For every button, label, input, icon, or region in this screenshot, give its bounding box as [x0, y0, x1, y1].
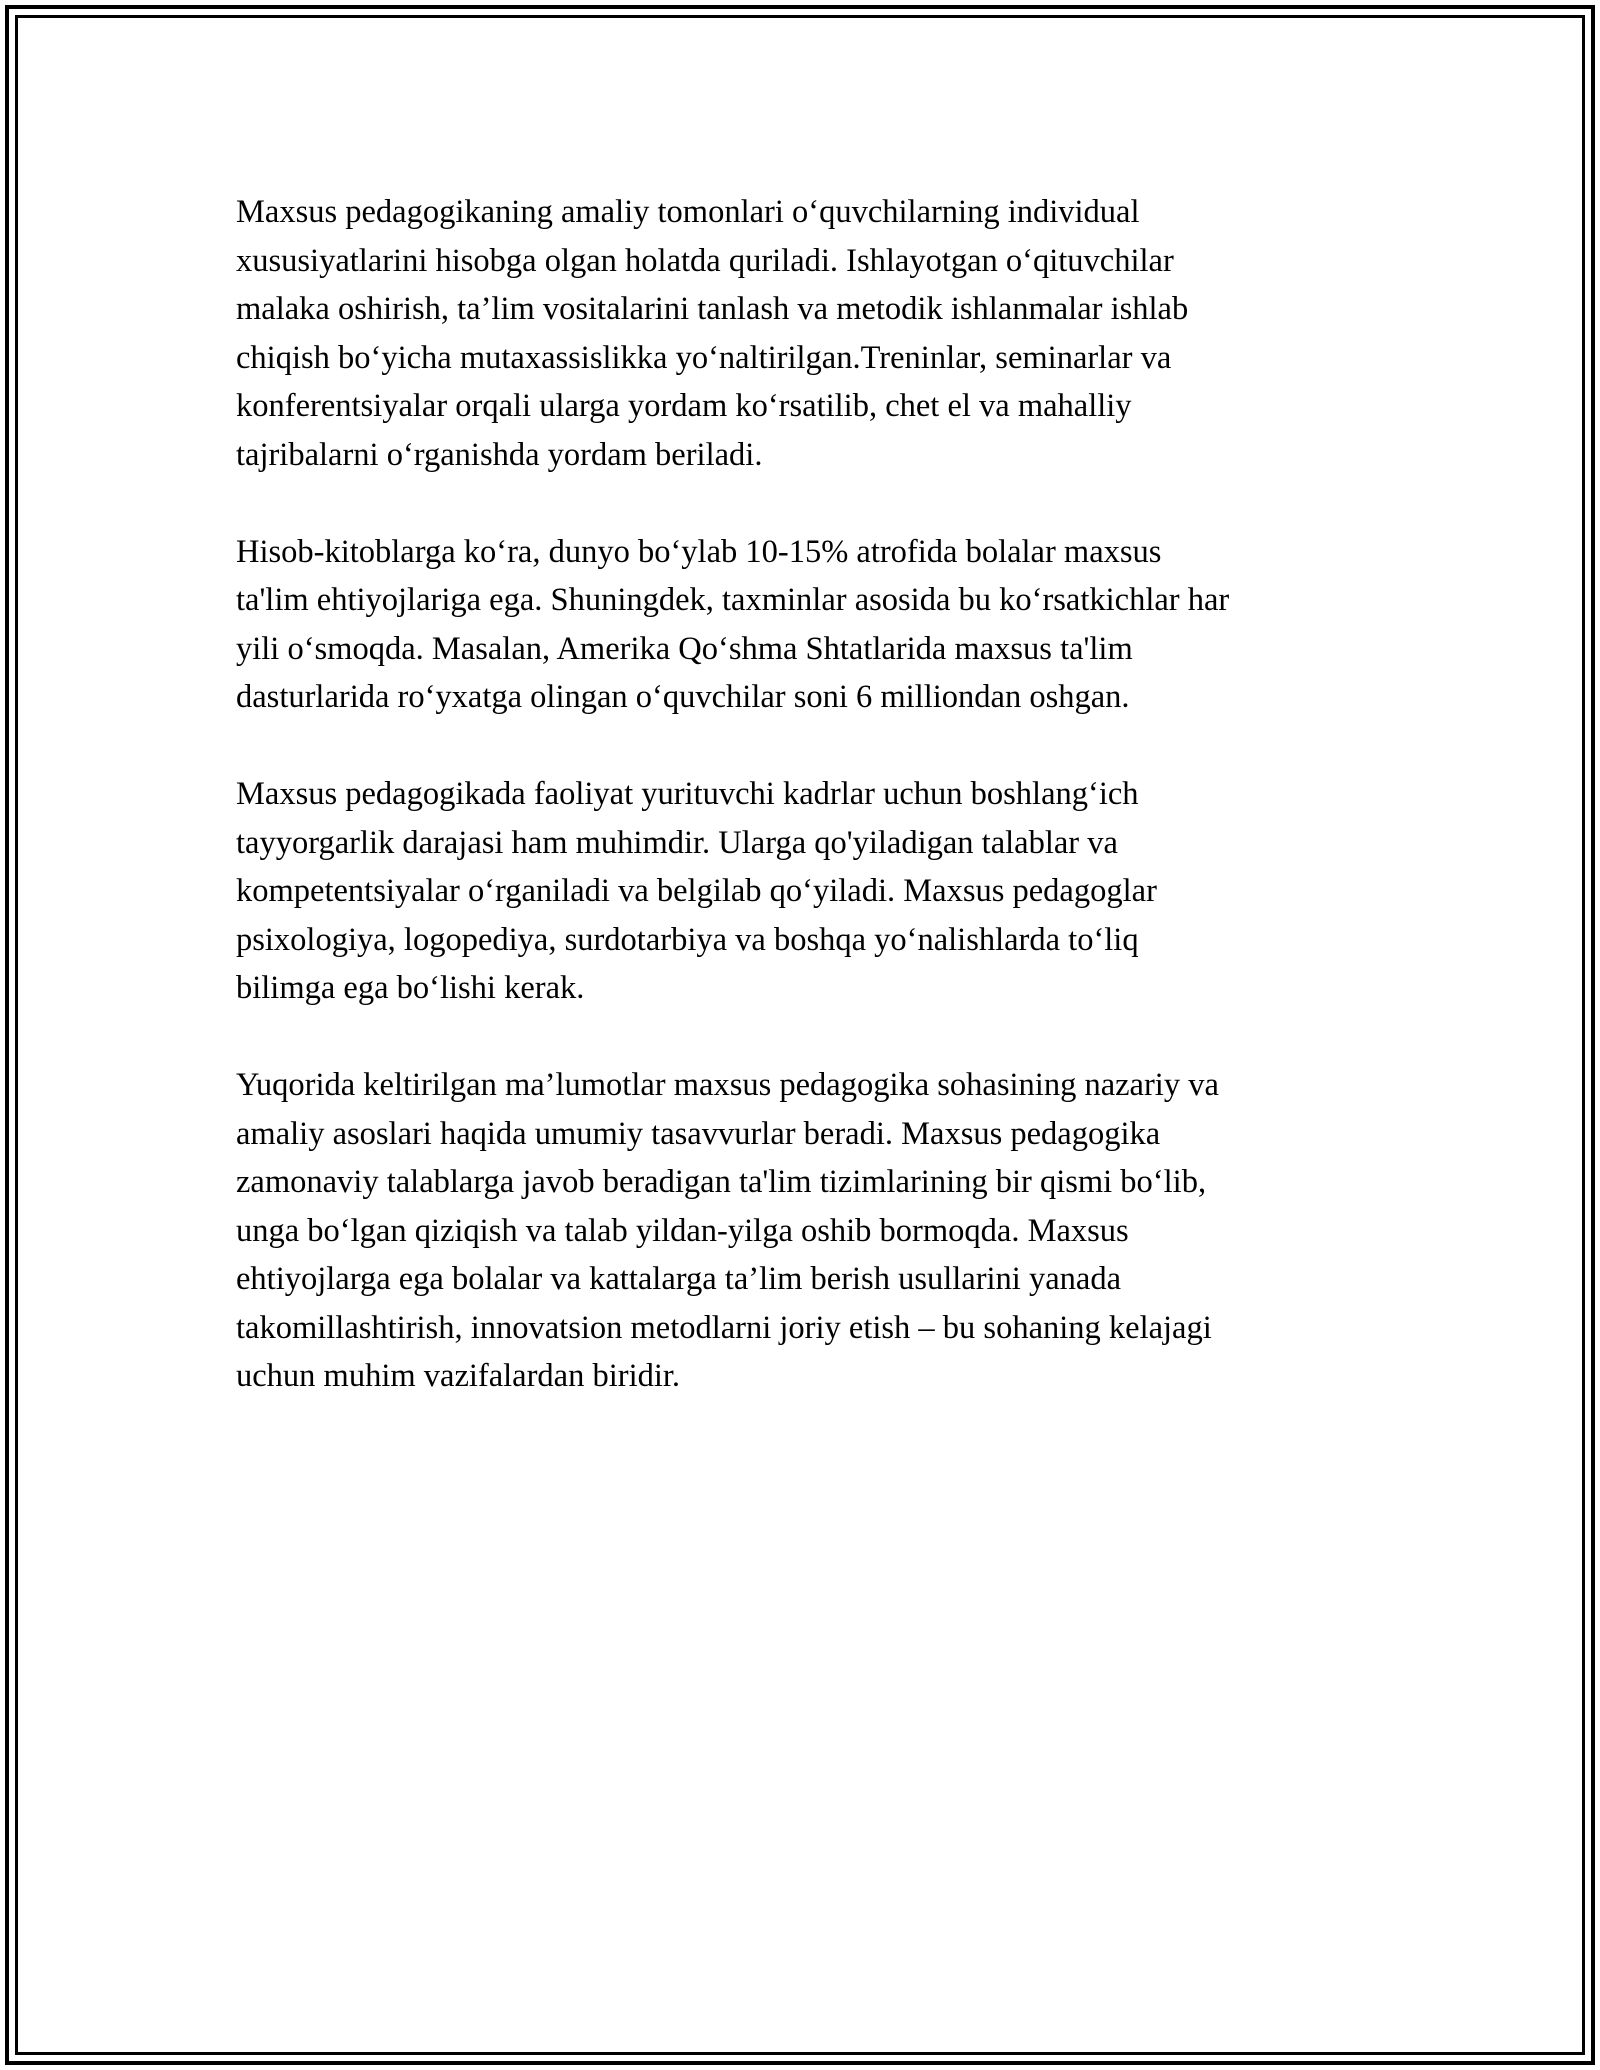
- document-body: [236, 188, 1386, 1401]
- paragraph-statistics: Hisob-kitoblarga ko‘ra, dunyo bo‘ylab 10-15% atrofida bolalar maxsus ta'lim ehtiyojlariga ega. Shuningdek, taxminlar asosida bu ko‘rsatkichlar har yili o‘smoqda. Masalan, Amerika Qo‘shma Shtatlarida maxsus ta'lim dasturlarida ro‘yxatga olingan o‘quvchilar soni 6 milliondan oshgan.: [236, 533, 1230, 715]
- paragraph-conclusion: Yuqorida keltirilgan ma’lumotlar maxsus pedagogika sohasining nazariy va amaliy asoslari haqida umumiy tasavvurlar beradi. Maxsus pedagogika zamonaviy talablarga javob beradigan ta'lim tizimlarining bir qismi bo‘lib, unga bo‘lgan qiziqish va talab yildan-yilga oshib bormoqda. Maxsus ehtiyojlarga ega bolalar va kattalarga ta’lim berish usullarini yanada takomillashtirish, innovatsion metodlarni joriy etish – bu sohaning kelajagi uchun muhim vazifalardan biridir.: [236, 1067, 1219, 1394]
- paragraph-staff-training: Maxsus pedagogikada faoliyat yurituvchi kadrlar uchun boshlang‘ich tayyorgarlik darajasi ham muhimdir. Ularga qo'yiladigan talablar va kompetentsiyalar o‘rganiladi va belgilab qo‘yiladi. Maxsus pedagoglar psixologiya, logopediya, surdotarbiya va boshqa yo‘nalishlarda to‘liq bilimga ega bo‘lishi kerak.: [236, 776, 1157, 1006]
- paragraph-practical-aspects: Maxsus pedagogikaning amaliy tomonlari o‘quvchilarning individual xususiyatlarini hisobga olgan holatda quriladi. Ishlayotgan o‘qituvchilar malaka oshirish, ta’lim vositalarini tanlash va metodik ishlanmalar ishlab chiqish bo‘yicha mutaxassislikka yo‘naltirilgan.Treninlar, seminarlar va konferentsiyalar orqali ularga yordam ko‘rsatilib, chet el va mahalliy tajribalarni o‘rganishda yordam beriladi.: [236, 194, 1189, 473]
